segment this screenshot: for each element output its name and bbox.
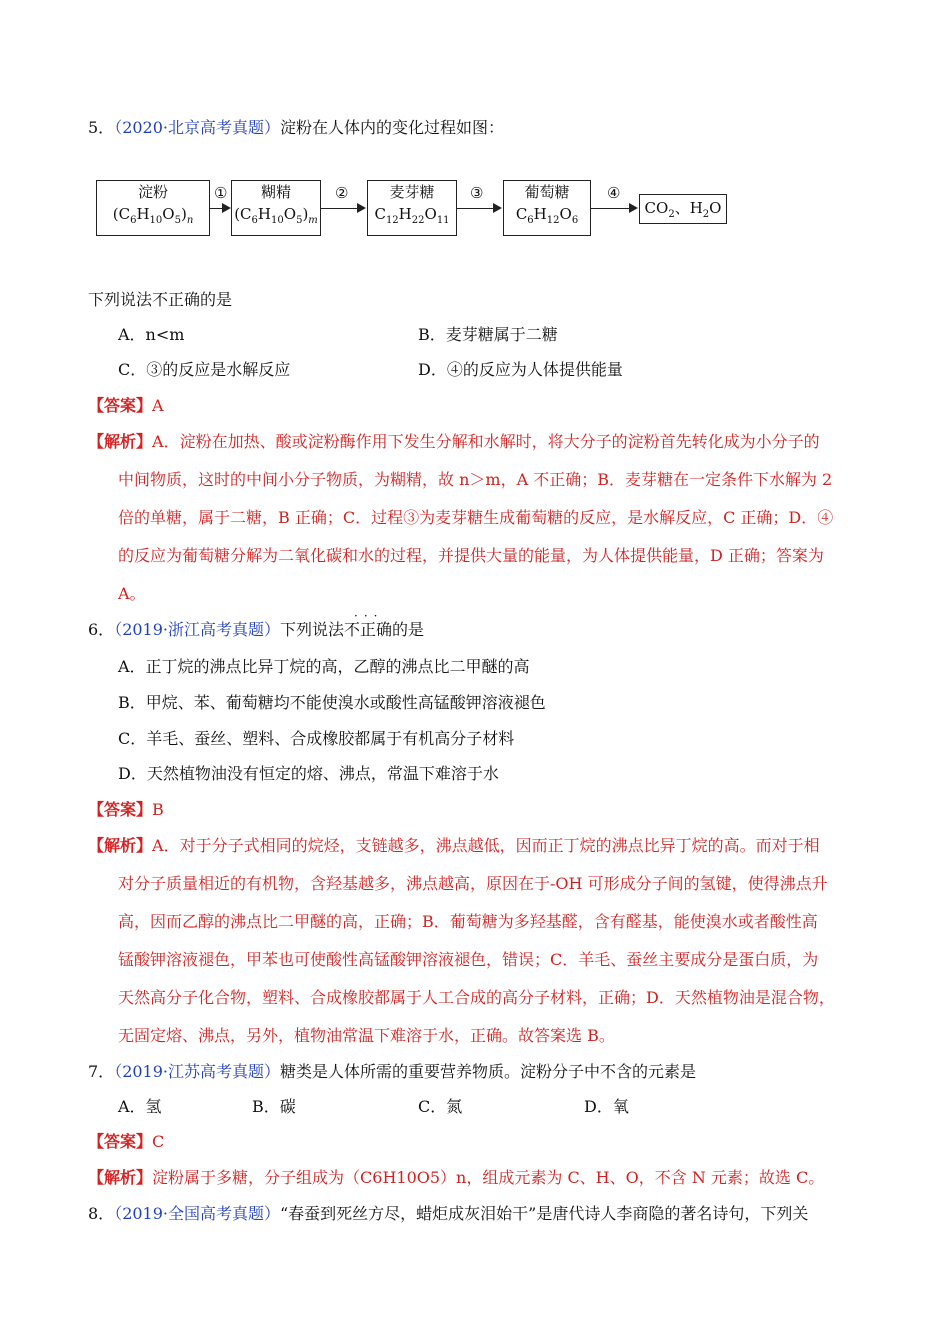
box-products-formula: $CO_2$、$H_2O$ — [644, 199, 722, 220]
arrow-1 — [209, 208, 223, 209]
q5-option-a: A．n<m — [118, 325, 185, 344]
q7-answer-value: C — [152, 1132, 165, 1151]
box-glucose-name: 葡萄糖 — [524, 183, 570, 201]
q5-option-c: C．③的反应是水解反应 — [118, 360, 291, 379]
q8-source: （2019·全国高考真题） — [114, 1204, 280, 1223]
q7-option-a: A．氢 — [118, 1097, 162, 1116]
diagram-box-starch — [96, 180, 210, 236]
q7-analysis-label: 【解析】 — [88, 1168, 153, 1187]
q5-answer — [88, 394, 164, 418]
arrow-3 — [456, 208, 494, 209]
arrow-2 — [320, 208, 358, 209]
q8-number: 8． — [88, 1204, 115, 1223]
q6-analysis-line-4: 天然高分子化合物，塑料、合成橡胶都属于人工合成的高分子材料，正确；D．天然植物油是混合物， — [118, 988, 835, 1007]
q6-answer — [88, 798, 164, 822]
q7-analysis-text: 淀粉属于多糖，分子组成为（C6H10O5）n，组成元素为 C、H、O，不含 N 元素；故选 C。 — [152, 1168, 825, 1187]
q7-header — [88, 1060, 696, 1084]
q6-option-b: B．甲烷、苯、葡萄糖均不能使溴水或酸性高锰酸钾溶液褪色 — [118, 693, 546, 712]
q6-analysis-line-5: 无固定熔、沸点，另外，植物油常温下难溶于水，正确。故答案选 B。 — [118, 1026, 615, 1045]
q5-source: （2020·北京高考真题） — [114, 118, 280, 137]
step-3-label: ③ — [470, 184, 484, 202]
q5-answer-value: A — [152, 396, 164, 415]
box-glucose-formula: $C_6H_{12}O_6$ — [515, 205, 579, 226]
q6-analysis-line-0 — [88, 834, 820, 858]
diagram-box-glucose — [503, 180, 591, 236]
q6-source: （2019·浙江高考真题） — [114, 620, 280, 639]
q5-stem: 淀粉在人体内的变化过程如图： — [280, 118, 505, 137]
step-1-label: ① — [214, 184, 228, 202]
q5-analysis-line-1: 中间物质，这时的中间小分子物质，为糊精，故 n＞m，A 不正确；B．麦芽糖在一定条件下水解为 2 — [118, 470, 833, 489]
arrow-2-head — [357, 203, 366, 213]
q6-stem: 下列说法不正确的是 — [280, 620, 425, 639]
q5-analysis-label: 【解析】 — [88, 432, 153, 451]
q7-number: 7． — [88, 1062, 115, 1081]
q7-analysis — [88, 1166, 824, 1190]
diagram-box-maltose — [367, 180, 457, 236]
box-dextrin-formula: $(C_6H_{10}O_5)_m$ — [234, 205, 318, 226]
emphasis-dots: ··· — [354, 609, 384, 623]
q5-prompt: 下列说法不正确的是 — [88, 290, 233, 309]
diagram-box-products — [639, 194, 727, 224]
box-maltose-formula: $C_{12}H_{22}O_{11}$ — [374, 205, 450, 226]
diagram-box-dextrin — [231, 180, 321, 236]
q7-option-c: C．氮 — [418, 1097, 463, 1116]
box-maltose-name: 麦芽糖 — [389, 183, 435, 201]
q8-header — [88, 1202, 808, 1226]
box-starch-formula: $(C_6H_{10}O_5)_n$ — [112, 205, 194, 226]
q7-stem: 糖类是人体所需的重要营养物质。淀粉分子中不含的元素是 — [280, 1062, 697, 1081]
q5-analysis-line-3: 的反应为葡萄糖分解为二氧化碳和水的过程，并提供大量的能量，为人体提供能量，D 正确；答案为 — [118, 546, 824, 565]
q6-analysis-text-0: A．对于分子式相同的烷烃，支链越多，沸点越低，因而正丁烷的沸点比异丁烷的高。而对于相 — [152, 836, 820, 855]
q5-analysis-line-0 — [88, 430, 820, 454]
arrow-4 — [590, 208, 630, 209]
q5-analysis-line-2: 倍的单糖，属于二糖，B 正确；C．过程③为麦芽糖生成葡萄糖的反应，是水解反应，C 正确；D．④ — [118, 508, 834, 527]
step-4-label: ④ — [607, 184, 621, 202]
q5-number: 5． — [88, 118, 115, 137]
q7-answer-label: 【答案】 — [88, 1132, 153, 1151]
arrow-3-head — [493, 203, 502, 213]
q5-analysis-line-4: A。 — [118, 584, 146, 603]
q5-option-b: B．麦芽糖属于二糖 — [418, 325, 558, 344]
step-2-label: ② — [335, 184, 349, 202]
arrow-1-head — [222, 203, 231, 213]
q7-source: （2019·江苏高考真题） — [114, 1062, 280, 1081]
q7-answer — [88, 1130, 164, 1154]
q8-stem: “春蚕到死丝方尽，蜡炬成灰泪始干”是唐代诗人李商隐的著名诗句，下列关 — [280, 1204, 809, 1223]
q6-analysis-line-2: 高，因而乙醇的沸点比二甲醚的高，正确；B．葡萄糖为多羟基醛，含有醛基，能使溴水或者酸性高 — [118, 912, 818, 931]
box-dextrin-name: 糊精 — [260, 183, 291, 201]
q5-header — [88, 116, 504, 140]
q6-analysis-line-1: 对分子质量相近的有机物，含羟基越多，沸点越高，原因在于-OH 可形成分子间的氢键，使得沸点升 — [118, 874, 828, 893]
q6-answer-label: 【答案】 — [88, 800, 153, 819]
q6-option-c: C．羊毛、蚕丝、塑料、合成橡胶都属于有机高分子材料 — [118, 729, 515, 748]
arrow-4-head — [629, 203, 638, 213]
q6-header — [88, 618, 424, 642]
box-starch-name: 淀粉 — [137, 183, 168, 201]
q6-option-d: D．天然植物油没有恒定的熔、沸点，常温下难溶于水 — [118, 764, 499, 783]
q5-option-d: D．④的反应为人体提供能量 — [418, 360, 623, 379]
q6-number: 6． — [88, 620, 115, 639]
q7-option-d: D．氧 — [584, 1097, 629, 1116]
q5-answer-label: 【答案】 — [88, 396, 153, 415]
q5-analysis-text-0: A．淀粉在加热、酸或淀粉酶作用下发生分解和水解时，将大分子的淀粉首先转化成为小分子的 — [152, 432, 820, 451]
q6-option-a: A．正丁烷的沸点比异丁烷的高，乙醇的沸点比二甲醚的高 — [118, 657, 530, 676]
q6-analysis-label: 【解析】 — [88, 836, 153, 855]
q6-answer-value: B — [152, 800, 164, 819]
q7-option-b: B．碳 — [252, 1097, 296, 1116]
q6-analysis-line-3: 锰酸钾溶液褪色，甲苯也可使酸性高锰酸钾溶液褪色，错误；C．羊毛、蚕丝主要成分是蛋白质，为 — [118, 950, 819, 969]
